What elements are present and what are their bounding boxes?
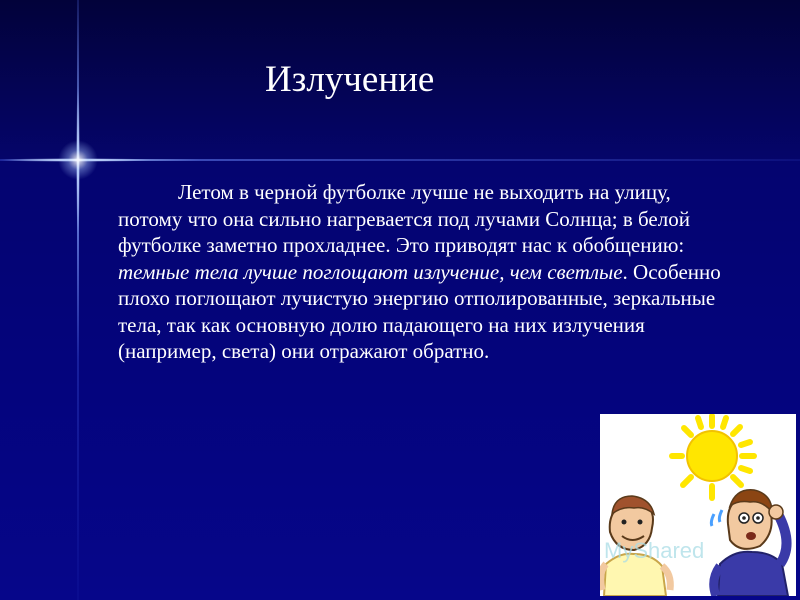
paragraph-text-2: . Особенно плохо поглощают лучистую энергию отполированные, зеркальные тела, так как основную долю падающего на них излучения (например, света) они отражают обратно. [118, 259, 721, 363]
slide-paragraph [118, 179, 738, 365]
watermark-text: MyShared [604, 538, 705, 563]
sun-icon [672, 416, 754, 498]
paragraph-text-1: Летом в черной футболке лучше не выходить на улицу, потому что она сильно нагревается под лучами Солнца; в белой футболке заметно прохладнее. Это приводят нас к обобщению: [118, 180, 690, 257]
paragraph-emphasis: темные тела лучше поглощают излучение, чем светлые [118, 259, 623, 284]
watermark-logo [604, 538, 704, 564]
sun-and-boys-illustration [600, 414, 796, 596]
illustration-picture [600, 414, 796, 596]
slide-title: Излучение [265, 59, 435, 100]
boy-dark-shirt-icon [711, 490, 788, 596]
star-glow-icon [58, 140, 98, 180]
